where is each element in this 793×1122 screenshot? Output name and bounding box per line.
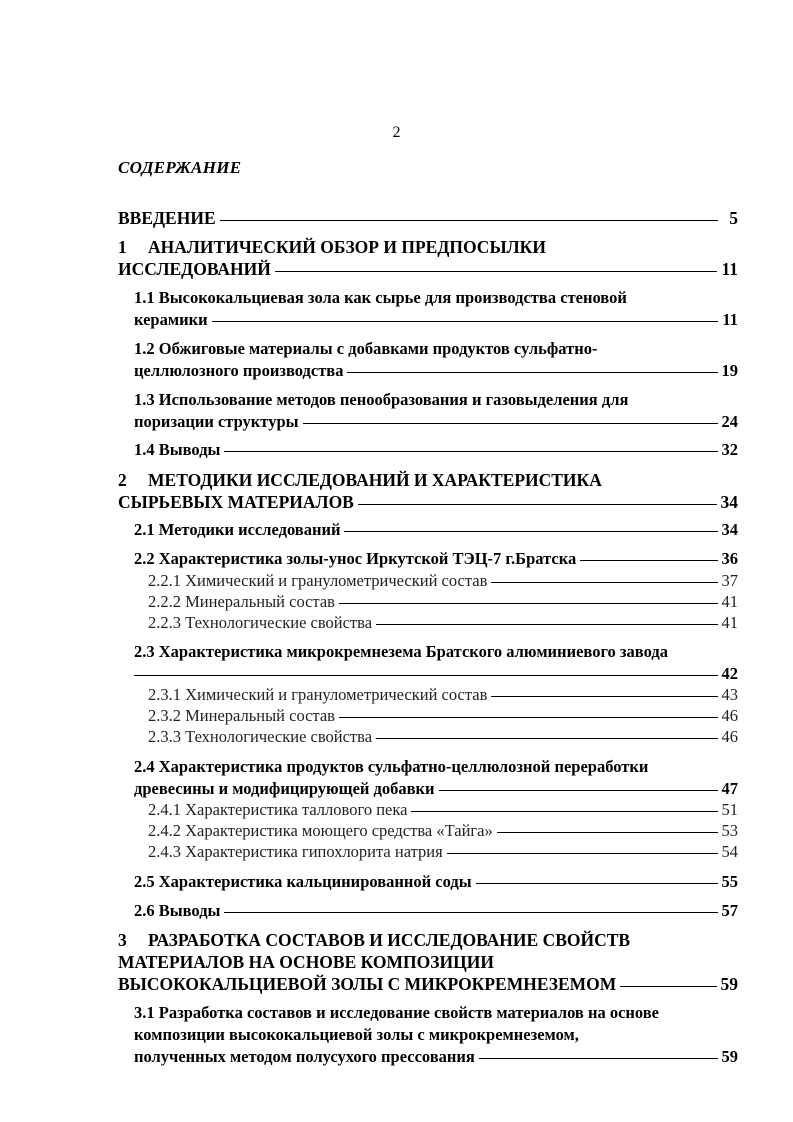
dot-leader <box>620 985 716 987</box>
toc-entry-text: 2.4.3 Характеристика гипохлорита натрия <box>148 842 443 861</box>
toc-entry-text: 2.4.2 Характеристика моющего средства «Тайга» <box>148 821 493 840</box>
toc-entry-text: 2.5 Характеристика кальцинированной соды <box>134 872 472 891</box>
toc-entry-2-5[interactable] <box>134 871 738 893</box>
dot-leader <box>303 422 718 424</box>
dot-leader <box>376 737 717 739</box>
toc-page-number: 59 <box>720 974 738 994</box>
toc-entry-text: МЕТОДИКИ ИССЛЕДОВАНИЙ И ХАРАКТЕРИСТИКА <box>148 470 602 490</box>
toc-entry-2-2[interactable] <box>134 548 738 570</box>
dot-leader <box>358 503 717 505</box>
toc-entry-2-4-2[interactable] <box>148 820 738 841</box>
toc-page-number: 32 <box>721 440 738 459</box>
toc-page-number: 5 <box>729 208 738 228</box>
toc-entry-1-1[interactable] <box>134 287 738 331</box>
toc-entry-3-1[interactable] <box>134 1002 738 1068</box>
toc-entry-2-2-2[interactable] <box>148 591 738 612</box>
toc-page-number: 59 <box>721 1047 738 1066</box>
toc-entry-text: ВЫСОКОКАЛЬЦИЕВОЙ ЗОЛЫ С МИКРОКРЕМНЕЗЕМОМ <box>118 974 617 994</box>
toc-entry-text: РАЗРАБОТКА СОСТАВОВ И ИССЛЕДОВАНИЕ СВОЙСТВ <box>148 930 631 950</box>
toc-entry-text: 1.1 Высококальциевая зола как сырье для производства стеновой <box>134 288 627 307</box>
dot-leader <box>344 530 717 532</box>
toc-entry-2-3-3[interactable] <box>148 726 738 747</box>
dot-leader <box>339 602 718 604</box>
toc-page-number: 54 <box>721 842 738 861</box>
toc-entry-text: 1.3 Использование методов пенообразования и газовыделения для <box>134 390 629 409</box>
toc-page-number: 57 <box>721 901 738 920</box>
toc-entry-text: СЫРЬЕВЫХ МАТЕРИАЛОВ <box>118 492 354 512</box>
toc-page-number: 43 <box>721 685 738 704</box>
toc-entry-text: 2.4.1 Характеристика таллового пека <box>148 800 408 819</box>
toc-page-number: 34 <box>720 492 738 512</box>
toc-page-number: 41 <box>721 613 738 632</box>
dot-leader <box>580 559 717 561</box>
toc-entry-text: АНАЛИТИЧЕСКИЙ ОБЗОР И ПРЕДПОСЫЛКИ <box>148 237 546 257</box>
toc-page-number: 19 <box>721 361 738 380</box>
dot-leader <box>491 695 717 697</box>
toc-entry-text: ВВЕДЕНИЕ <box>118 208 216 228</box>
toc-entry-text: 1.2 Обжиговые материалы с добавками продуктов сульфатно- <box>134 339 598 358</box>
toc-entry-2-4-3[interactable] <box>148 841 738 862</box>
page-number: 2 <box>392 124 401 141</box>
toc-page-number: 41 <box>721 592 738 611</box>
toc-entry-2-3-2[interactable] <box>148 705 738 726</box>
toc-page-number: 53 <box>721 821 738 840</box>
toc-page-number: 37 <box>721 571 738 590</box>
dot-leader <box>497 831 718 833</box>
toc-entry-2-4[interactable] <box>134 756 738 800</box>
toc-entry-text: 3.1 Разработка составов и исследование свойств материалов на основе <box>134 1003 659 1022</box>
toc-entry-text: керамики <box>134 310 208 329</box>
toc-entry-text: ИССЛЕДОВАНИЙ <box>118 259 271 279</box>
dot-leader <box>339 716 718 718</box>
chapter-number: 1 <box>118 237 127 257</box>
chapter-number: 2 <box>118 470 127 490</box>
toc-entry-text: 2.3.3 Технологические свойства <box>148 727 373 746</box>
toc-title: СОДЕРЖАНИЕ <box>118 158 242 177</box>
toc-entry-1-3[interactable] <box>134 389 738 433</box>
toc-entry-chapter-3[interactable] <box>118 929 738 995</box>
toc-page-number: 42 <box>721 664 738 683</box>
toc-entry-2-6[interactable] <box>134 900 738 922</box>
toc-page-number: 34 <box>721 520 738 539</box>
toc-entry-2-4-1[interactable] <box>148 799 738 820</box>
dot-leader <box>347 371 717 373</box>
toc-entry-text: 2.1 Методики исследований <box>134 520 341 539</box>
toc-entry-text: 2.3.2 Минеральный состав <box>148 706 335 725</box>
dot-leader <box>411 810 717 812</box>
toc-entry-text: 2.3 Характеристика микрокремнезема Братского алюминиевого завода <box>134 642 668 661</box>
toc-page-number: 46 <box>721 706 738 725</box>
dot-leader <box>212 320 718 322</box>
toc-entry-text: 2.2.3 Технологические свойства <box>148 613 373 632</box>
dot-leader <box>376 623 717 625</box>
toc-entry-chapter-2[interactable] <box>118 469 738 513</box>
toc-entry-1-2[interactable] <box>134 338 738 382</box>
toc-entry-text: 2.6 Выводы <box>134 901 221 920</box>
toc-entry-text: 2.2 Характеристика золы-унос Иркутской ТЭЦ-7 г.Братска <box>134 549 577 568</box>
dot-leader <box>491 581 717 583</box>
toc-entry-text: 2.2.1 Химический и гранулометрический состав <box>148 571 488 590</box>
toc-entry-text: поризации структуры <box>134 412 299 431</box>
toc-page-number: 51 <box>721 800 738 819</box>
dot-leader <box>439 789 718 791</box>
toc-entry-text: древесины и модифицирующей добавки <box>134 779 435 798</box>
dot-leader <box>220 219 718 221</box>
toc-entry-2-2-1[interactable] <box>148 570 738 591</box>
dot-leader <box>275 270 718 272</box>
toc-entry-text: композиции высококальциевой золы с микрокремнеземом, <box>134 1025 579 1044</box>
chapter-number: 3 <box>118 930 127 950</box>
toc-entry-text: целлюлозного производства <box>134 361 344 380</box>
dot-leader <box>476 882 718 884</box>
dot-leader <box>224 911 717 913</box>
dot-leader <box>224 450 717 452</box>
toc-page-number: 36 <box>721 549 738 568</box>
toc-page-number: 11 <box>721 259 738 279</box>
dot-leader <box>479 1057 718 1059</box>
toc-entry-2-1[interactable] <box>134 519 738 541</box>
toc-entry-text: 2.3.1 Химический и гранулометрический состав <box>148 685 488 704</box>
dot-leader <box>447 852 718 854</box>
toc-entry-intro[interactable] <box>118 207 738 229</box>
toc-entry-text: 1.4 Выводы <box>134 440 221 459</box>
toc-entry-text: МАТЕРИАЛОВ НА ОСНОВЕ КОМПОЗИЦИИ <box>118 952 494 972</box>
toc-entry-text: 2.4 Характеристика продуктов сульфатно-целлюлозной переработки <box>134 757 649 776</box>
toc-entry-2-2-3[interactable] <box>148 612 738 633</box>
toc-page-number: 24 <box>721 412 738 431</box>
toc-page-number: 11 <box>722 310 738 329</box>
toc-entry-text: полученных методом полусухого прессования <box>134 1047 475 1066</box>
dot-leader <box>134 674 718 676</box>
toc-entry-1-4[interactable] <box>134 439 738 461</box>
toc-page-number: 46 <box>721 727 738 746</box>
toc-page-number: 55 <box>721 872 738 891</box>
toc-entry-2-3[interactable] <box>134 641 738 685</box>
toc-entry-text: 2.2.2 Минеральный состав <box>148 592 335 611</box>
toc-entry-chapter-1[interactable] <box>118 236 738 280</box>
toc-page-number: 47 <box>721 779 738 798</box>
toc-entry-2-3-1[interactable] <box>148 684 738 705</box>
